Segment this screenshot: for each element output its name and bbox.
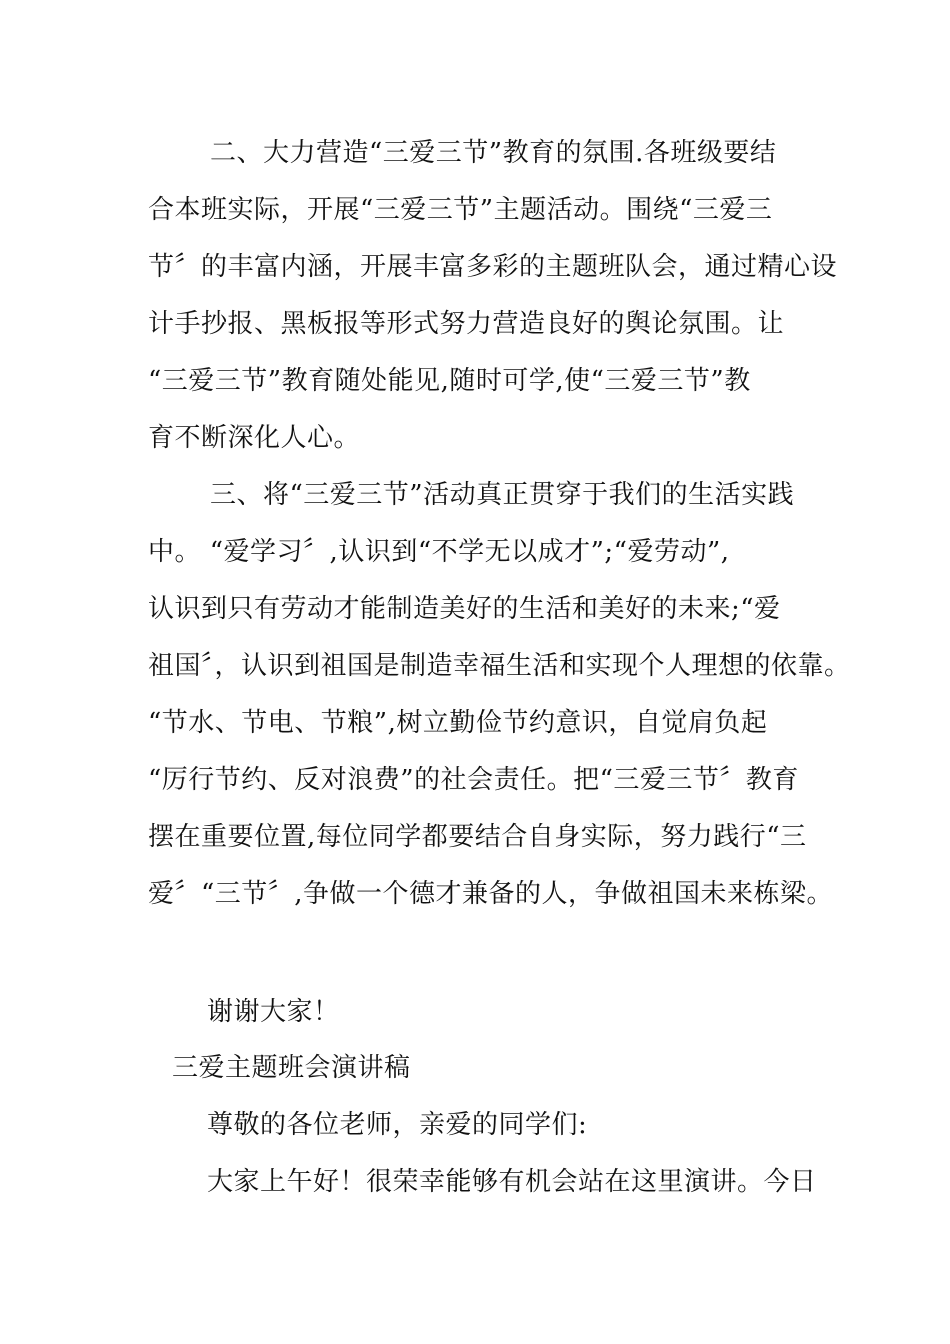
para2-line-1: 二、大力营造“三爱三节”教育的氛围.各班级要结 [210,138,777,168]
para3-line-8: 爱〞“三节〞,争做一个德才兼备的人，争做祖国未来栋梁。 [148,879,834,909]
para3-line-5: “节水、节电、节粮”,树立勤俭节约意识，自觉肩负起 [148,708,768,738]
speech-title: 三爱主题班会演讲稿 [172,1053,411,1083]
para3-line-2: 中。 “爱学习〞,认识到“不学无以成才”;“爱劳动”, [148,537,730,567]
para2-line-3: 节〞的丰富内涵，开展丰富多彩的主题班队会，通过精心设 [148,252,838,282]
para3-line-7: 摆在重要位置,每位同学都要结合自身实际，努力践行“三 [148,822,807,852]
para2-line-2: 合本班实际，开展“三爱三节”主题活动。围绕“三爱三 [148,195,773,225]
para2-line-4: 计手抄报、黑板报等形式努力营造良好的舆论氛围。让 [148,309,785,339]
para2-line-6: 育不断深化人心。 [148,423,361,453]
opening-line: 大家上午好！很荣幸能够有机会站在这里演讲。今日 [207,1167,817,1197]
greeting-line: 尊敬的各位老师，亲爱的同学们: [207,1110,588,1140]
para2-line-5: “三爱三节”教育随处能见,随时可学,使“三爱三节”教 [148,366,751,396]
para3-line-4: 祖国〞，认识到祖国是制造幸福生活和实现个人理想的依靠。 [148,651,851,681]
para3-line-3: 认识到只有劳动才能制造美好的生活和美好的未来;“爱 [148,594,781,624]
para3-line-6: “厉行节约、反对浪费”的社会责任。把“三爱三节〞教育 [148,765,799,795]
para3-line-1: 三、将“三爱三节”活动真正贯穿于我们的生活实践 [210,480,795,510]
thanks-line: 谢谢大家！ [207,997,340,1027]
